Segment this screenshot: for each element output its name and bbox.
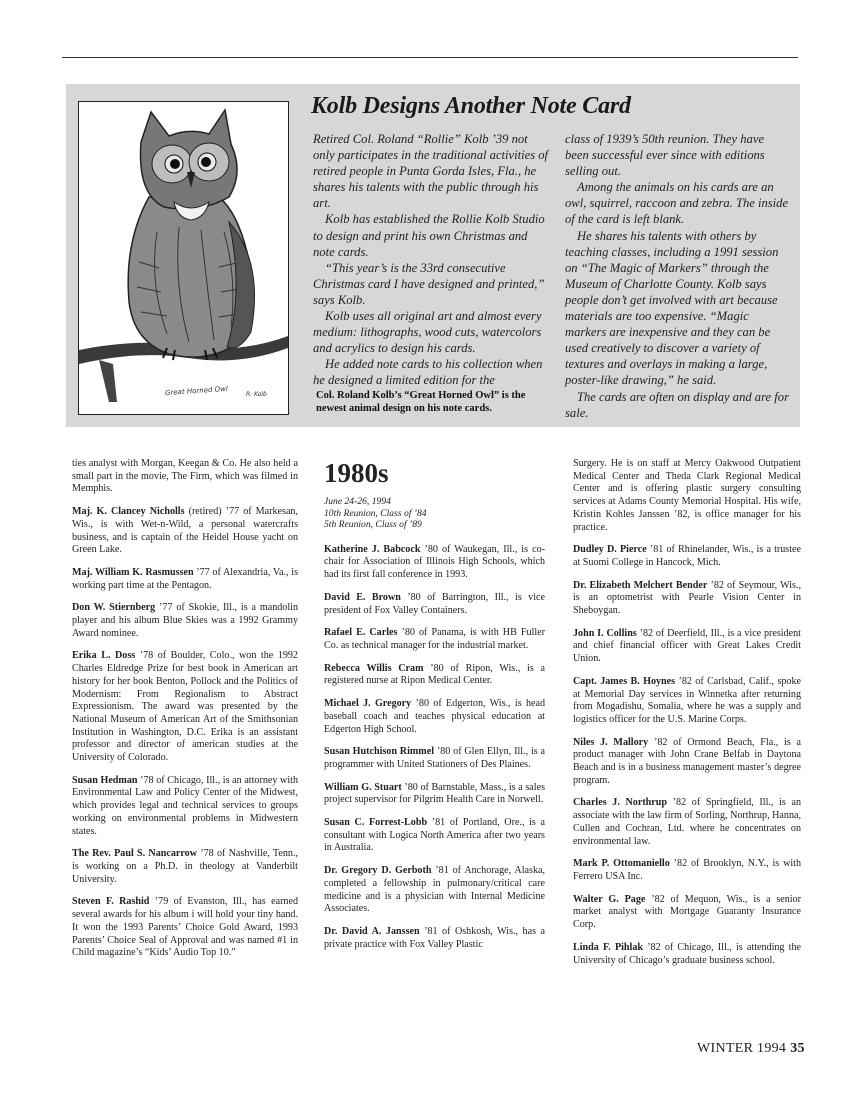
class-note: Dr. Elizabeth Melchert Bender ’82 of Seymour, Wis., is an optometrist with Pearle Vision Center in Sheboygan.: [573, 579, 801, 617]
feature-paragraph: class of 1939’s 50th reunion. They have been successful ever since with editions selling out.: [565, 132, 765, 179]
class-note: Surgery. He is on staff at Mercy Oakwood Outpatient Medical Center and Theda Clark Regional Medical Center and is offering plastic surgery consulting services at Adams County Memorial Hospital. His wife, Kristin Kohles Janssen ’82, is office manager for his practice.: [573, 458, 801, 533]
owl-illustration: [78, 101, 289, 415]
owl-drawing-icon: [79, 102, 288, 414]
page-folio: [697, 1041, 805, 1057]
decade-heading: 1980s: [324, 458, 389, 488]
class-note: David E. Brown ’80 of Barrington, Ill., is vice president of Fox Valley Containers.: [324, 591, 545, 616]
feature-paragraph: Among the animals on his cards are an owl, squirrel, raccoon and zebra. The inside of the card is left blank.: [565, 180, 789, 227]
class-note: Susan Hedman ’78 of Chicago, Ill., is an attorney with Environmental Law and Policy Center of the Midwest, which provides legal and technical services to groups working on environmental problems in Midwestern states.: [72, 774, 298, 837]
class-note: Katherine J. Babcock ’80 of Waukegan, Ill., is co-chair for Association of Illinois High Schools, which had its first fall conference in 1993.: [324, 543, 545, 581]
class-note: Dr. David A. Janssen ’81 of Oshkosh, Wis., has a private practice with Fox Valley Plastic: [324, 925, 545, 950]
notes-column-3: [573, 458, 801, 977]
class-note: Mark P. Ottomaniello ’82 of Brooklyn, N.Y., is with Ferrero USA Inc.: [573, 858, 802, 882]
page-number: 35: [790, 1041, 805, 1056]
feature-column-2: [565, 131, 789, 421]
photo-caption: Col. Roland Kolb’s “Great Horned Owl” is the newest animal design on his note cards.: [316, 390, 526, 414]
reunion-info: June 24-26, 1994 10th Reunion, Class of ’84 5th Reunion, Class of ’89: [324, 496, 427, 531]
top-rule: [62, 57, 798, 58]
art-signature: R. Kolb: [246, 391, 267, 398]
feature-paragraph: “This year’s is the 33rd consecutive Christmas card I have designed and printed,” says Kolb.: [313, 260, 545, 307]
feature-column-1: [313, 131, 551, 389]
feature-paragraph: He shares his talents with others by teaching classes, including a 1991 session on “The Magic of Markers” through the Museum of Charlotte County. Kolb says people don’t get involved with art because materials are too expensive. “Magic markers are inexpensive and they can be used creatively to discover a variety of textures and overlays in making a large, poster-like drawing,” he said.: [565, 228, 779, 388]
class-note: Susan Hutchison Rimmel ’80 of Glen Ellyn, Ill., is a programmer with United Stationers of Des Plaines.: [324, 746, 545, 770]
feature-paragraph: He added note cards to his collection when he designed a limited edition for the: [313, 357, 543, 388]
class-note: The Rev. Paul S. Nancarrow ’78 of Nashville, Tenn., is working on a Ph.D. in theology at Vanderbilt University.: [72, 848, 298, 885]
class-note: Don W. Stiernberg ’77 of Skokie, Ill., is a mandolin player and his album Blue Skies was a 1992 Grammy Award nominee.: [72, 602, 299, 639]
class-note: Michael J. Gregory ’80 of Edgerton, Wis., is head baseball coach and teaches physical education at Edgerton High School.: [324, 698, 545, 735]
feature-paragraph: The cards are often on display and are for sale.: [565, 389, 789, 420]
class-note: Dudley D. Pierce ’81 of Rhinelander, Wis., is a trustee at Suomi College in Hancock, Mich.: [573, 544, 801, 568]
class-note: Charles J. Northrup ’82 of Springfield, Ill., is an associate with the law firm of Sorling, Northrup, Hanna, Cullen and Cochran, Ltd. where he concentrates on environmental law.: [573, 797, 801, 847]
class-note: Maj. K. Clancey Nicholls (retired) ’77 of Markesan, Wis., is with Wet-n-Wild, a personal watercrafts business, and is captain of the Heidel House yacht on Green Lake.: [72, 506, 298, 556]
class-note: Steven F. Rashid ’79 of Evanston, Ill., has earned several awards for his album i will hold your tiny hand. It won the 1993 Parents’ Choice Gold Award, 1993 Parents’ Choice Seal of Approval and was named #1 in Child magazine’s “Kids’ Audio Top 10.”: [72, 896, 299, 959]
class-note: Rafael E. Carles ’80 of Panama, is with HB Fuller Co. as technical manager for the industrial market.: [324, 627, 545, 651]
art-caption: Great Horned Owl: [164, 384, 229, 398]
class-note: Rebecca Willis Cram ’80 of Ripon, Wis., is a registered nurse at Ripon Medical Center.: [324, 662, 545, 687]
class-note: Erika L. Doss ’78 of Boulder, Colo., won the 1992 Charles Eldredge Prize for best book in American art history for her book Benton, Pollock and the Politics of Modernism: From Regionalism to Abstract Expressionism. The award was presented by the National Museum of American Art of the Smithsonian Institution in Washington, D.C. Erika is an assistant professor and director of american studies at the University of Colorado.: [72, 650, 298, 764]
feature-paragraph: Kolb has established the Rollie Kolb Studio to design and print his own Christmas and note cards.: [313, 212, 545, 259]
class-note: Niles J. Mallory ’82 of Ormond Beach, Fla., is a product manager with John Crane Belfab in Daytona Beach and is in a business management master’s degree program.: [573, 736, 801, 786]
class-note: Maj. William K. Rasmussen ’77 of Alexandria, Va., is working part time at the Pentagon.: [72, 566, 298, 591]
notes-column-1: [72, 458, 298, 970]
feature-paragraph: Kolb uses all original art and almost every medium: lithographs, wood cuts, watercolors and acrylics to design his cards.: [313, 309, 542, 356]
class-note: Walter G. Page ’82 of Mequon, Wis., is a senior market analyst with Mortgage Guaranty Insurance Corp.: [573, 893, 801, 931]
class-note: ties analyst with Morgan, Keegan & Co. He also held a small part in the movie, The Firm, which was filmed in Memphis.: [72, 458, 298, 495]
class-note: William G. Stuart ’80 of Barnstable, Mass., is a sales project supervisor for Pilgrim Health Care in Norwell.: [324, 781, 545, 806]
class-note: Linda F. Pihlak ’82 of Chicago, Ill., is attending the University of Chicago’s graduate business school.: [573, 941, 801, 966]
feature-title: Kolb Designs Another Note Card: [311, 93, 631, 119]
class-note: John I. Collins ’82 of Deerfield, Ill., is a vice president and chief financial officer with Great Lakes Credit Union.: [573, 627, 801, 665]
class-note: Capt. James B. Hoynes ’82 of Carlsbad, Calif., spoke at Memorial Day services in Winnetka after returning from Mogadishu, Somalia, where he was a supply and logistics officer for the U.S. Marine Corps.: [573, 675, 801, 725]
issue-label: WINTER 1994: [697, 1041, 787, 1056]
feature-paragraph: Retired Col. Roland “Rollie” Kolb ’39 not only participates in the traditional activities of retired people in Punta Gorda Isles, Fla., he shares his talents with the public through his art.: [313, 132, 549, 211]
class-note: Dr. Gregory D. Gerboth ’81 of Anchorage, Alaska, completed a fellowship in pulmonary/critical care medicine and is a physician with Internal Medicine Associates.: [324, 865, 545, 915]
class-note: Susan C. Forrest-Lobb ’81 of Portland, Ore., is a consultant with Logica North America after two years in Australia.: [324, 817, 545, 854]
notes-column-2: [324, 458, 545, 961]
